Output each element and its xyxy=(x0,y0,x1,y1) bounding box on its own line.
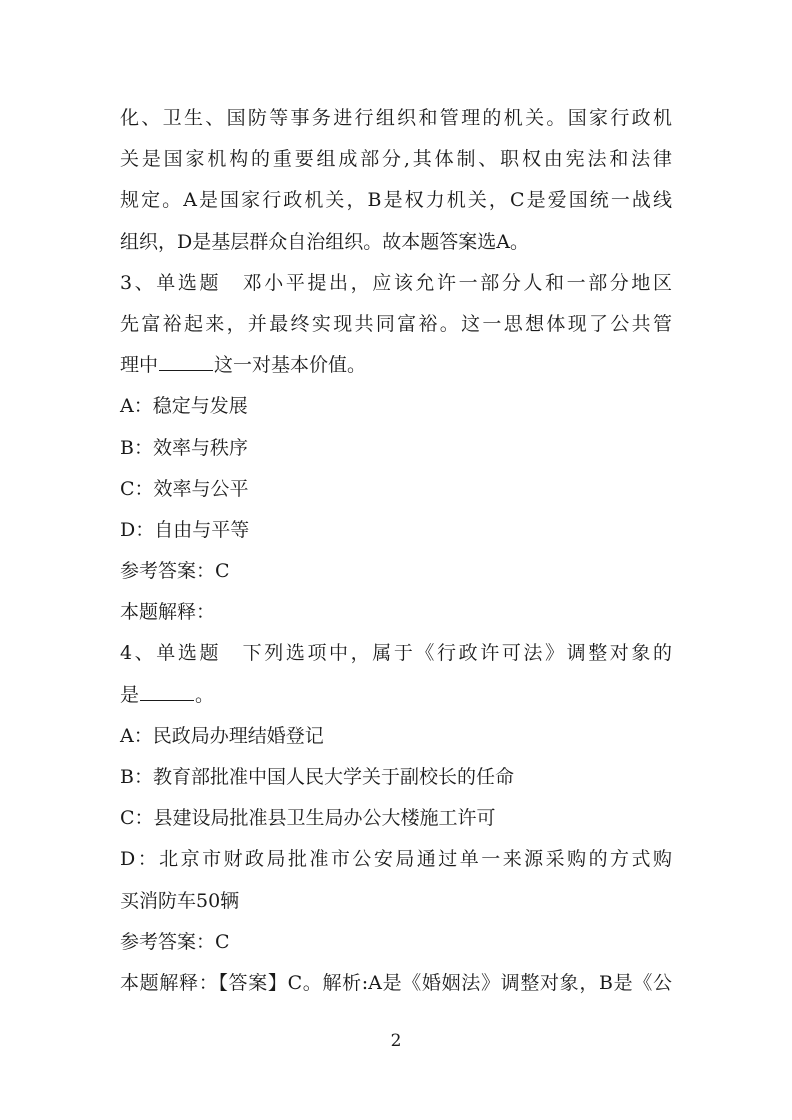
question-3-option-a: A：稳定与发展 xyxy=(120,395,248,418)
question-3-option-c: C：效率与公平 xyxy=(120,477,249,500)
question-3-answer: 参考答案：C xyxy=(120,560,230,583)
question-3-stem: 3、单选题 邓小平提出，应该允许一部分人和一部分地区 xyxy=(120,271,672,294)
stem-text: 。 xyxy=(195,683,215,706)
stem-text: 这一对基本价值。 xyxy=(214,354,367,377)
question-3-option-d: D：自由与平等 xyxy=(120,518,250,541)
answer-blank xyxy=(159,354,213,371)
question-3-option-b: B：效率与秩序 xyxy=(120,436,248,459)
question-3-explanation: 本题解释： xyxy=(120,601,216,624)
question-4-stem-end xyxy=(120,675,672,716)
page-number: 2 xyxy=(390,1031,402,1051)
question-4-option-b: B：教育部批准中国人民大学关于副校长的任命 xyxy=(120,766,514,788)
document-body xyxy=(120,98,672,1004)
answer-blank xyxy=(140,684,194,701)
question-4-stem: 4、单选题 下列选项中，属于《行政许可法》调整对象的 xyxy=(120,642,672,665)
question-3-stem-end xyxy=(120,345,672,386)
question-4-option-d-cont: 买消防车50辆 xyxy=(120,889,240,912)
stem-text: 理中 xyxy=(120,354,159,377)
question-4-option-d: D：北京市财政局批准市公安局通过单一来源采购的方式购 xyxy=(120,848,672,871)
stem-text: 是 xyxy=(120,683,140,706)
question-3-stem-cont: 先富裕起来，并最终实现共同富裕。这一思想体现了公共管 xyxy=(120,312,672,335)
paragraph-line: 关是国家机构的重要组成部分,其体制、职权由宪法和法律 xyxy=(120,148,672,171)
paragraph-line: 规定。A是国家行政机关，B是权力机关，C是爱国统一战线 xyxy=(120,189,672,212)
paragraph-line: 化、卫生、国防等事务进行组织和管理的机关。国家行政机 xyxy=(120,107,672,129)
question-4-explanation: 本题解释：【答案】C。解析:A是《婚姻法》调整对象，B是《公 xyxy=(120,971,672,994)
paragraph-line: 组织，D是基层群众自治组织。故本题答案选A。 xyxy=(120,230,529,253)
question-4-option-c: C：县建设局批准县卫生局办公大楼施工许可 xyxy=(120,807,496,830)
question-4-answer: 参考答案：C xyxy=(120,930,230,953)
question-4-option-a: A：民政局办理结婚登记 xyxy=(120,724,324,747)
